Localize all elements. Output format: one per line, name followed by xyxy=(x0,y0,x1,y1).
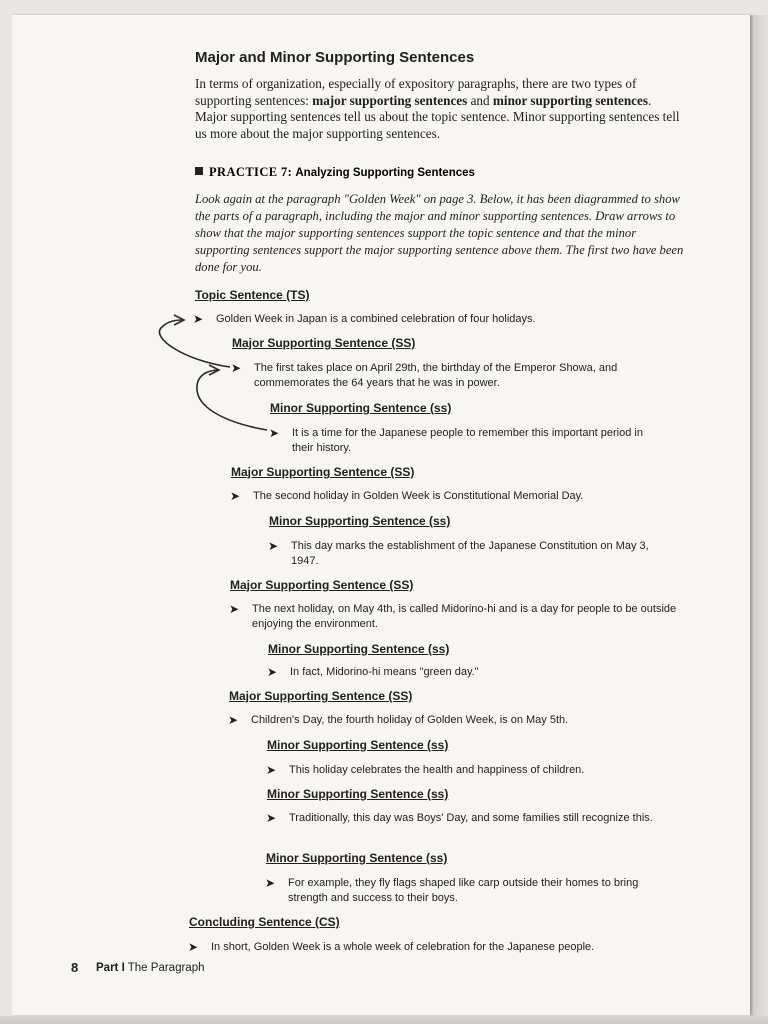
minor-supporting-heading-2: Minor Supporting Sentence (ss) xyxy=(269,514,451,528)
arrow-bullet-icon: ➤ xyxy=(266,763,277,777)
intro-text-1: In terms of organization, especially of expository paragraphs, there are two types of supporting sentences: xyxy=(195,76,637,108)
topic-sentence-text: Golden Week in Japan is a combined celebration of four holidays. xyxy=(216,313,536,325)
minor-supporting-heading-4: Minor Supporting Sentence (ss) xyxy=(267,738,449,752)
running-footer xyxy=(96,962,204,974)
arrow-bullet-icon: ➤ xyxy=(230,489,241,503)
major-supporting-text-1: The first takes place on April 29th, the birthday of the Emperor Showa, and commemorates the 64 years that he was in power. xyxy=(254,362,618,389)
major-supporting-item-2 xyxy=(230,489,670,505)
minor-supporting-text-4: This holiday celebrates the health and happiness of children. xyxy=(289,764,585,776)
major-supporting-item-1 xyxy=(231,361,671,393)
major-supporting-heading-4: Major Supporting Sentence (SS) xyxy=(229,689,413,703)
part-label: Part I xyxy=(96,962,125,974)
page-edge-shadow xyxy=(750,15,768,1024)
minor-supporting-item-2 xyxy=(268,539,678,571)
minor-supporting-heading-1: Minor Supporting Sentence (ss) xyxy=(270,401,452,415)
minor-supporting-item-5 xyxy=(266,811,666,843)
major-supporting-text-2: The second holiday in Golden Week is Constitutional Memorial Day. xyxy=(253,490,584,502)
arrow-bullet-icon: ➤ xyxy=(229,602,240,616)
arrow-bullet-icon: ➤ xyxy=(193,312,204,326)
textbook-page xyxy=(12,15,750,1015)
major-supporting-heading-3: Major Supporting Sentence (SS) xyxy=(230,578,414,592)
arrow-bullet-icon: ➤ xyxy=(188,940,199,954)
arrow-bullet-icon: ➤ xyxy=(267,665,278,679)
part-title: The Paragraph xyxy=(127,962,205,974)
minor-supporting-heading-5: Minor Supporting Sentence (ss) xyxy=(267,787,449,801)
intro-text-3: . Major supporting sentences tell us about the topic sentence. Minor supporting sentences tell us more about the major supporting sentences. xyxy=(195,92,680,142)
arrow-bullet-icon: ➤ xyxy=(228,713,239,727)
practice-instructions: Look again at the paragraph "Golden Week" on page 3. Below, it has been diagrammed to show the parts of a paragraph, including the major and minor supporting sentences. Draw arrows to show that the major supporting sentences support the topic sentence and that the minor supporting sentences support the major supporting sentence above them. The first two have been done for you. xyxy=(195,192,684,274)
major-supporting-heading-1: Major Supporting Sentence (SS) xyxy=(232,336,416,350)
minor-supporting-text-5: Traditionally, this day was Boys' Day, and some families still recognize this. xyxy=(289,812,653,824)
topic-sentence-heading: Topic Sentence (TS) xyxy=(195,288,310,302)
minor-supporting-item-4 xyxy=(266,763,666,779)
minor-supporting-text-3: In fact, Midorino-hi means "green day." xyxy=(290,666,479,678)
minor-supporting-heading-6: Minor Supporting Sentence (ss) xyxy=(266,851,448,865)
minor-supporting-item-3 xyxy=(267,665,667,681)
intro-text-2: and xyxy=(467,92,493,108)
practice-label: PRACTICE 7: xyxy=(209,165,293,179)
minor-supporting-text-6: For example, they fly flags shaped like carp outside their homes to bring strength and success to their boys. xyxy=(288,877,639,904)
arrow-bullet-icon: ➤ xyxy=(265,876,276,890)
concluding-sentence-item xyxy=(188,940,688,956)
major-supporting-text-3: The next holiday, on May 4th, is called Midorino-hi and is a day for people to be outside enjoying the environment. xyxy=(252,603,677,630)
arrow-bullet-icon: ➤ xyxy=(269,426,280,440)
major-supporting-text-4: Children's Day, the fourth holiday of Golden Week, is on May 5th. xyxy=(251,714,569,726)
minor-supporting-item-1 xyxy=(269,426,669,458)
major-supporting-heading-2: Major Supporting Sentence (SS) xyxy=(231,465,415,479)
section-title: Major and Minor Supporting Sentences xyxy=(195,49,475,66)
arrow-bullet-icon: ➤ xyxy=(231,361,242,375)
arrow-bullet-icon: ➤ xyxy=(266,811,277,825)
concluding-sentence-text: In short, Golden Week is a whole week of celebration for the Japanese people. xyxy=(211,941,595,953)
page-bottom-edge xyxy=(0,1016,768,1024)
intro-bold-2: minor supporting sentences xyxy=(492,92,649,108)
minor-supporting-text-1: It is a time for the Japanese people to remember this important period in their history. xyxy=(292,427,643,454)
page-number: 8 xyxy=(71,960,79,975)
arrow-bullet-icon: ➤ xyxy=(268,539,279,553)
major-supporting-item-3 xyxy=(229,602,679,634)
minor-supporting-heading-3: Minor Supporting Sentence (ss) xyxy=(268,642,450,656)
concluding-sentence-heading: Concluding Sentence (CS) xyxy=(189,915,340,929)
major-supporting-item-4 xyxy=(228,713,668,729)
minor-supporting-text-2: This day marks the establishment of the Japanese Constitution on May 3, 1947. xyxy=(291,540,649,567)
intro-bold-1: major supporting sentences xyxy=(312,92,468,108)
topic-sentence-item xyxy=(193,312,633,328)
minor-supporting-item-6 xyxy=(265,876,685,908)
practice-name: Analyzing Supporting Sentences xyxy=(295,167,475,179)
